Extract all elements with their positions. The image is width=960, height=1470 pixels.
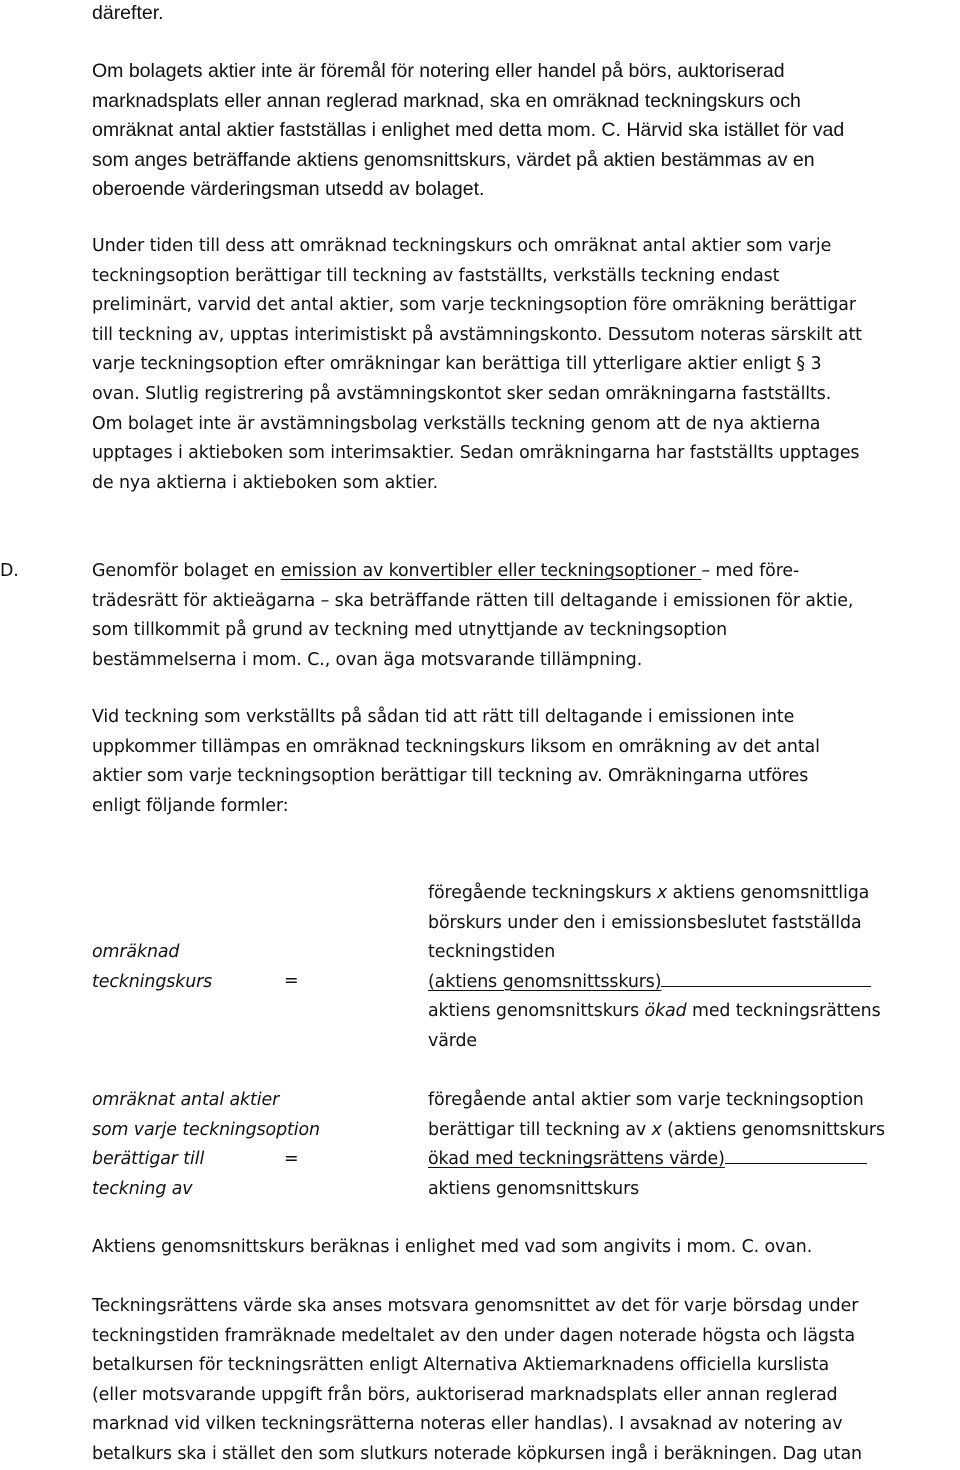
text-line: ovan. Slutlig registrering på avstämningskontot sker sedan omräkningarna fastställts. (92, 383, 832, 404)
formula1-left-label (92, 938, 212, 997)
numerator-line (428, 968, 881, 998)
underlined-term: emission av konvertibler eller teckningsoptioner (280, 561, 702, 581)
paragraph-preliminary-subscription (92, 232, 862, 498)
text-line: teckningskurs (92, 971, 213, 992)
text-line: teckningsoption berättigar till teckning av fastställts, verkställs teckning endast (92, 265, 780, 286)
text-line: marknadsplats eller annan reglerad marknad, ska en omräknad teckningskurs och (92, 89, 801, 112)
text-line: därefter. (92, 2, 164, 24)
numerator-line: föregående antal aktier som varje teckningsoption (428, 1090, 864, 1110)
paragraph-recalculation-intro (92, 703, 820, 821)
text-run: berättigar till teckning av (428, 1119, 652, 1140)
text-run: med teckningsrättens (686, 1001, 881, 1022)
text-line: Aktiens genomsnittskurs beräknas i enlighet med vad som angivits i mom. C. ovan. (92, 1237, 813, 1257)
multiply-symbol: x (656, 883, 668, 903)
formula2-equals: = (284, 1149, 299, 1169)
fraction-bar (661, 972, 871, 987)
text-line: Om bolagets aktier inte är föremål för notering eller handel på börs, auktoriserad (92, 60, 785, 82)
text-run: aktiens genomsnittskurs (428, 1001, 645, 1022)
numerator-line: börskurs under den i emissionsbeslutet fastställda (428, 912, 862, 933)
numerator-line (428, 1116, 885, 1146)
multiply-symbol: x (651, 1119, 662, 1140)
text-run: – med före- (701, 561, 800, 581)
formula1-fraction (428, 879, 881, 1057)
numerator-line (428, 879, 881, 909)
fraction-bar-text: (aktiens genomsnittsskurs) (428, 971, 662, 992)
formula2-fraction (428, 1086, 885, 1204)
text-line: enligt följande formler: (92, 795, 289, 816)
text-line: Om bolaget inte är avstämningsbolag verkställs teckning genom att de nya aktierna (92, 413, 821, 434)
text-line: bestämmelserna i mom. C., ovan äga motsvarande tillämpning. (92, 649, 643, 670)
text-run: föregående teckningskurs (428, 883, 657, 903)
text-line: oberoende värderingsman utsedd av bolaget. (92, 178, 485, 200)
text-line: varje teckningsoption efter omräkningar kan berättiga till ytterligare aktier enligt § 3 (92, 354, 822, 375)
text-line: upptages i aktieboken som interimsaktier. Sedan omräkningarna har fastställts upptages (92, 443, 860, 464)
text-run: ökad (644, 1001, 687, 1022)
text-line: Vid teckning som verkställts på sådan tid att rätt till deltagande i emissionen inte (92, 707, 795, 727)
fraction-bar (725, 1149, 867, 1164)
text-line: som anges beträffande aktiens genomsnittskurs, värdet på aktien bestämmas av en (92, 148, 815, 171)
text-line: betalkurs ska i stället den som slutkurs noterade köpkursen ingå i beräkningen. Dag utan (92, 1443, 862, 1464)
text-line: Under tiden till dess att omräknad teckningskurs och omräknat antal aktier som varje (92, 236, 832, 256)
text-line: berättigar till (92, 1149, 205, 1170)
text-line: omräknad (92, 942, 180, 962)
paragraph-unlisted-shares (92, 57, 844, 205)
text-line: trädesrätt för aktieägarna – ska beträffande rätten till deltagande i emissionen för aktie, (92, 590, 854, 611)
numerator-line: teckningstiden (428, 942, 556, 963)
denominator-line: värde (428, 1030, 478, 1051)
text-line: marknad vid vilken teckningsrätterna noteras eller handlas). I avsaknad av notering av (92, 1414, 843, 1435)
text-run: aktiens genomsnittliga (667, 883, 870, 903)
text-line: omräknat antal aktier fastställas i enlighet med detta mom. C. Härvid ska istället för vad (92, 119, 845, 141)
intro-fragment (92, 0, 164, 29)
text-run: (aktiens genomsnittskurs (661, 1119, 885, 1140)
paragraph-subscription-right-value (92, 1292, 862, 1470)
text-line: till teckning av, upptas interimistiskt på avstämningskonto. Dessutom noteras särskilt att (92, 324, 862, 345)
numerator-line (428, 1145, 885, 1175)
denominator-line (428, 997, 881, 1027)
text-line: teckningstiden framräknade medeltalet av den under dagen noterade högsta och lägsta (92, 1325, 856, 1346)
text-line: Teckningsrättens värde ska anses motsvara genomsnittet av det för varje börsdag under (92, 1296, 859, 1316)
text-line: betalkursen för teckningsrätten enligt Alternativa Aktiemarknadens officiella kurslista (92, 1355, 830, 1376)
fraction-bar-text: ökad med teckningsrättens värde) (428, 1149, 725, 1170)
text-line: omräknat antal aktier (92, 1090, 280, 1110)
text-line: som varje teckningsoption (92, 1119, 320, 1140)
denominator-line: aktiens genomsnittskurs (428, 1178, 640, 1199)
text-line: (eller motsvarande uppgift från börs, auktoriserad marknadsplats eller annan reglerad (92, 1384, 838, 1405)
section-d-paragraph (92, 557, 853, 675)
paragraph-average-price (92, 1233, 812, 1263)
text-line: som tillkommit på grund av teckning med utnyttjande av teckningsoption (92, 620, 728, 641)
formula1-equals: = (284, 971, 299, 991)
text-line: uppkommer tillämpas en omräknad teckningskurs liksom en omräkning av det antal (92, 736, 820, 757)
text-line: aktier som varje teckningsoption berättigar till teckning av. Omräkningarna utföres (92, 766, 809, 787)
text-line: preliminärt, varvid det antal aktier, som varje teckningsoption före omräkning berättigar (92, 295, 856, 316)
text-line: teckning av (92, 1178, 193, 1199)
text-line (92, 557, 853, 587)
text-run: Genomför bolaget en (92, 561, 281, 581)
section-d-letter: D. (0, 561, 19, 581)
text-line: de nya aktierna i aktieboken som aktier. (92, 472, 439, 493)
